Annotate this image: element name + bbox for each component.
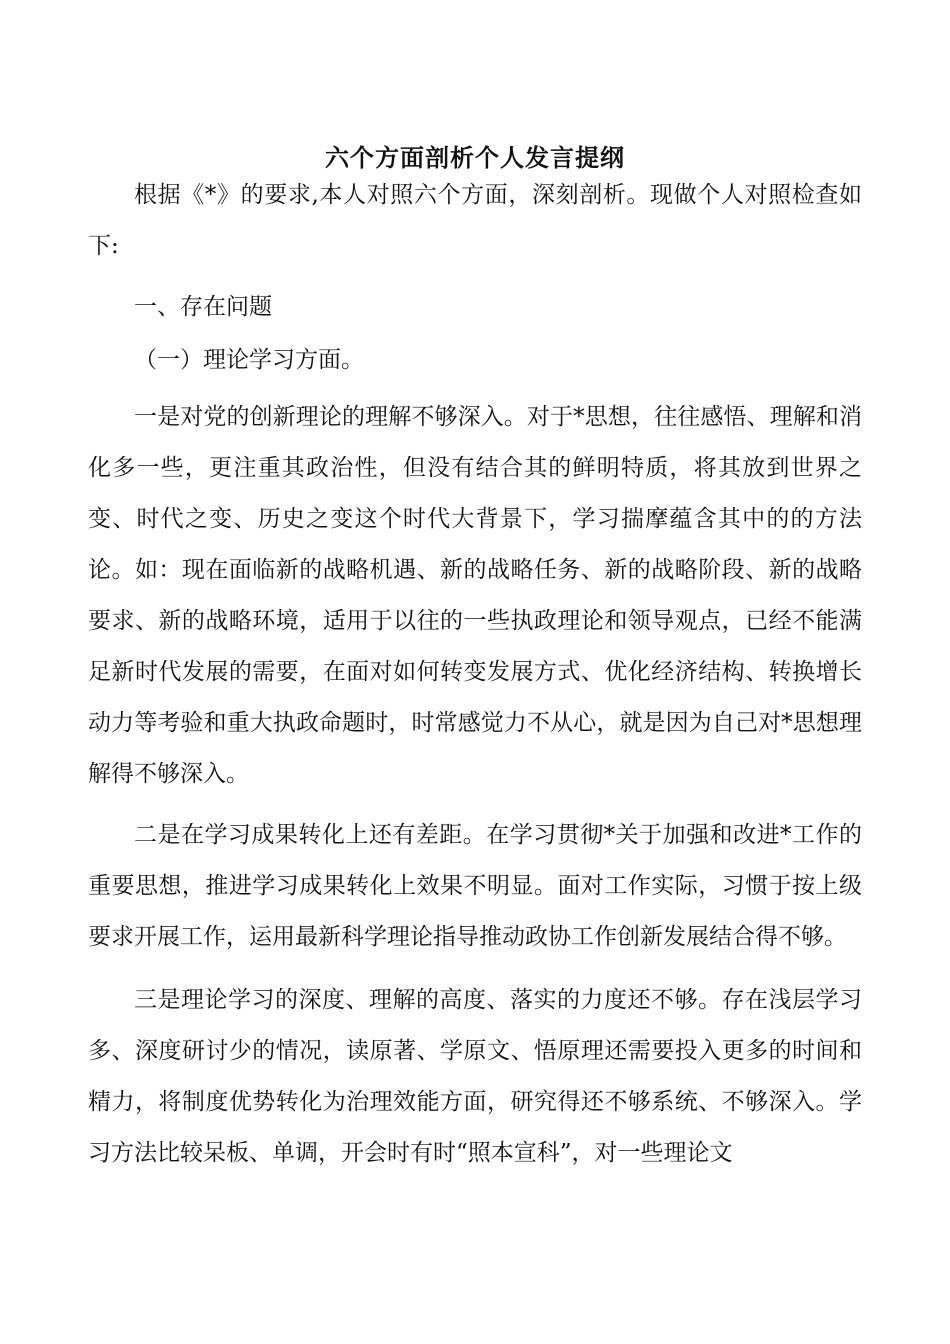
section-heading-problems: 一、存在问题 [134, 294, 272, 320]
paragraph-point-2: 二是在学习成果转化上还有差距。在学习贯彻*关于加强和改进*工作的重要思想，推进学习成果转化上效果不明显。面对工作实际，习惯于按上级要求开展工作，运用最新科学理论指导推动政协工作创新发展结合得不够。 [88, 822, 862, 950]
subsection-heading-theory: （一）理论学习方面。 [134, 347, 364, 373]
document-body [88, 170, 862, 1179]
paragraph-point-3: 三是理论学习的深度、理解的高度、落实的力度还不够。存在浅层学习多、深度研讨少的情况，读原著、学原文、悟原理还需要投入更多的时间和精力，将制度优势转化为治理效能方面，研究得还不够系统、不够深入。学习方法比较呆板、单调，开会时有时“照本宣科”，对一些理论文 [88, 987, 862, 1166]
intro-paragraph: 根据《*》的要求,本人对照六个方面，深刻剖析。现做个人对照检查如下: [88, 182, 862, 259]
document-title: 六个方面剖析个人发言提纲 [325, 143, 625, 172]
paragraph-point-1: 一是对党的创新理论的理解不够深入。对于*思想，往往感悟、理解和消化多一些，更注重其政治性，但没有结合其的鲜明特质，将其放到世界之变、时代之变、历史之变这个时代大背景下，学习揣摩蕴含其中的的方法论。如：现在面临新的战略机遇、新的战略任务、新的战略阶段、新的战略要求、新的战略环境，适用于以往的一些执政理论和领导观点，已经不能满足新时代发展的需要，在面对如何转变发展方式、优化经济结构、转换增长动力等考验和重大执政命题时，时常感觉力不从心，就是因为自己对*思想理解得不够深入。 [88, 404, 862, 787]
